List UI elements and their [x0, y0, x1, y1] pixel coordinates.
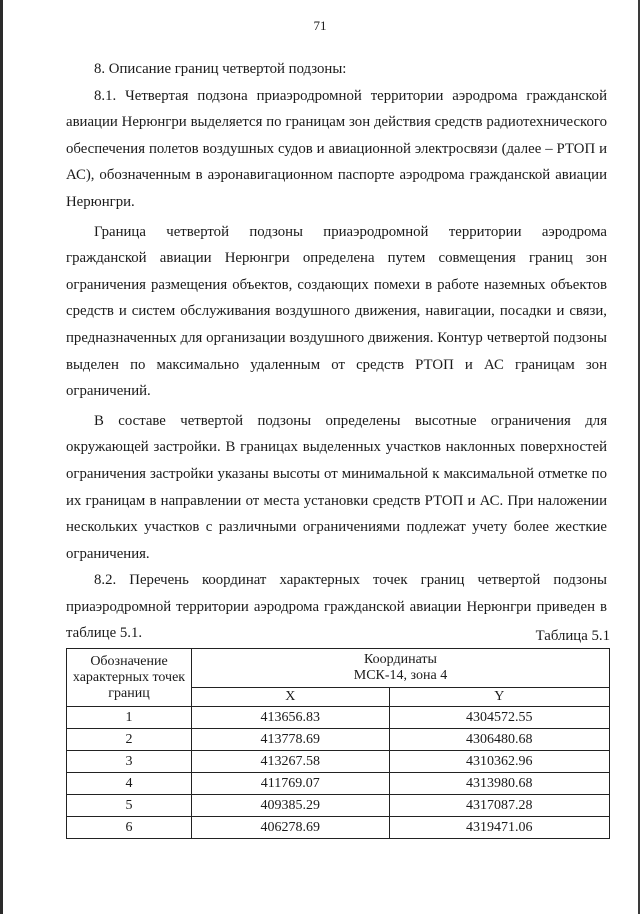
table-row	[67, 729, 610, 751]
table-row	[67, 817, 610, 839]
y-cell: 4310362.96	[389, 751, 609, 773]
table-row	[67, 751, 610, 773]
y-cell: 4317087.28	[389, 795, 609, 817]
y-cell: 4319471.06	[389, 817, 609, 839]
paragraph-border-definition: Граница четвертой подзоны приаэродромной территории аэродрома гражданской авиации Нерюнгри определена путем совмещения границ зон ограничения размещения объектов, создающих помехи в работе наземных объектов средств и систем обслуживания воздушного движения, навигации, посадки и связи, предназначенных для организации воздушного движения. Контур четвертой подзоны выделен по максимально удаленным от средств РТОП и АС границам зон ограничений.	[66, 223, 607, 400]
table-row	[67, 707, 610, 729]
point-cell: 1	[67, 707, 192, 729]
header-coordinates	[192, 649, 610, 688]
point-cell: 3	[67, 751, 192, 773]
x-cell: 409385.29	[192, 795, 390, 817]
paragraph-8-1: 8.1. Четвертая подзона приаэродромной территории аэродрома гражданской авиации Нерюнгри выделяется по границам зон действия средств радиотехнического обеспечения полетов воздушных судов и авиационной электросвязи (далее – РТОП и АС), обозначенным в аэронавигационном паспорте аэродрома гражданской авиации Нерюнгри.	[66, 87, 607, 210]
y-cell: 4306480.68	[389, 729, 609, 751]
x-cell: 406278.69	[192, 817, 390, 839]
x-cell: 413778.69	[192, 729, 390, 751]
header-y: Y	[389, 688, 609, 707]
x-cell: 413656.83	[192, 707, 390, 729]
point-cell: 5	[67, 795, 192, 817]
y-cell: 4313980.68	[389, 773, 609, 795]
header-x: X	[192, 688, 390, 707]
scan-edge-left	[0, 0, 3, 914]
x-cell: 413267.58	[192, 751, 390, 773]
document-body	[66, 56, 607, 647]
point-cell: 6	[67, 817, 192, 839]
header-coordinates-title: Координаты	[364, 652, 437, 667]
y-cell: 4304572.55	[389, 707, 609, 729]
paragraph-8-2: 8.2. Перечень координат характерных точек границ четвертой подзоны приаэродромной территории аэродрома гражданской авиации Нерюнгри приведен в таблице 5.1.	[66, 572, 607, 642]
table-row	[67, 795, 610, 817]
table-row	[67, 773, 610, 795]
header-coordinate-system: МСК-14, зона 4	[353, 668, 448, 683]
paragraph-height-restrictions: В составе четвертой подзоны определены высотные ограничения для окружающей застройки. В границах выделенных участков наклонных поверхностей ограничения застройки указаны высоты от минимальной к максимальной отметке по их границам в направлении от места установки средств РТОП и АС. При наложении нескольких участков с различными ограничениями подлежат учету более жесткие ограничения.	[66, 412, 607, 562]
x-cell: 411769.07	[192, 773, 390, 795]
section-heading: 8. Описание границ четвертой подзоны:	[94, 61, 347, 77]
header-points: Обозначение характерных точек границ	[67, 649, 192, 707]
point-cell: 4	[67, 773, 192, 795]
page-number: 71	[313, 18, 327, 33]
table-caption: Таблица 5.1	[535, 628, 610, 644]
coordinates-table	[66, 648, 610, 839]
point-cell: 2	[67, 729, 192, 751]
